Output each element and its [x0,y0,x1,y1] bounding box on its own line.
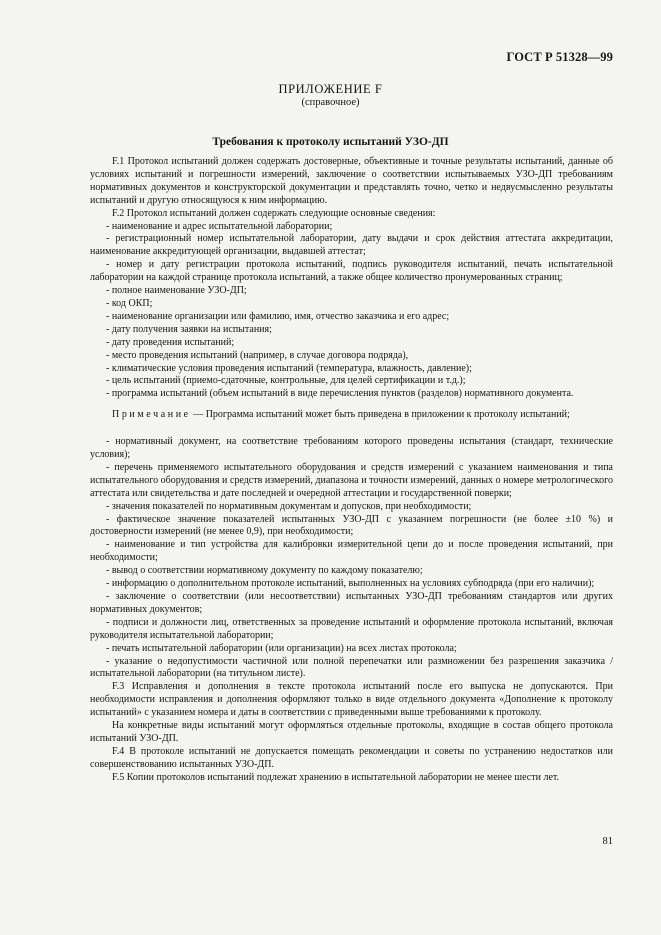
list-item: - наименование организации или фамилию, имя, отчество заказчика и его адрес; [106,310,450,322]
list-item: - печать испытательной лаборатории (или организации) на всех листах протокола; [106,642,457,654]
list-item: - значения показателей по нормативным документам и допусков, при необходимости; [106,500,472,512]
document-body [90,156,613,785]
paragraph-f4: F.4 В протоколе испытаний не допускается помещать рекомендации и советы по устранению недостатков или совершенствованию испытанных УЗО-ДП. [90,745,613,770]
paragraph: На конкретные виды испытаний могут оформляться отдельные протоколы, входящие в состав общего протокола испытаний УЗО-ДП. [90,720,613,744]
standard-header: ГОСТ Р 51328—99 [506,50,613,64]
page-number: 81 [602,836,613,847]
note-text: — Программа испытаний может быть приведена в приложении к протоколу испытаний; [190,409,570,421]
list-item: - номер и дату регистрации протокола испытаний, подпись руководителя испытаний, печать испытательной лаборатории на каждой странице протокола испытаний, а также общее количество пронумерованных страниц; [90,259,613,284]
list-item: - вывод о соответствии нормативному документу по каждому показателю; [106,565,423,577]
paragraph-f3: F.3 Исправления и дополнения в тексте протокола испытаний после его выпуска не допускаются. При необходимости исправления и дополнения оформляют только в виде отдельного документа «Дополнение к протоколу испытаний» с указанием номера и даты в соответствии с приведенными выше требованиями к протоколу. [90,681,613,719]
list-item: - код ОКП; [106,297,153,309]
note [90,409,613,422]
list-item: - заключение о соответствии (или несоответствии) испытанных УЗО-ДП требованиям стандартов или других нормативных документов; [90,591,613,615]
list-item: - место проведения испытаний (например, в случае договора подряда), [106,349,409,361]
list-item: - цель испытаний (приемо-сдаточные, контрольные, для целей сертификации и т.д.); [106,375,466,387]
list-item: - фактическое значение показателей испытанных УЗО-ДП с указанием погрешности (не более ±10 %) и достоверности измерений (не менее 0,9), при необходимости; [90,513,613,538]
list-item: - наименование и адрес испытательной лаборатории; [106,220,333,232]
list-item: - информацию о дополнительном протоколе испытаний, выполненных на условиях субподряда (при его наличии); [106,578,595,590]
list-item: - программа испытаний (объем испытаний в виде перечисления пунктов (разделов) нормативного документа. [106,388,574,400]
appendix-subtitle: (справочное) [301,97,360,108]
list-item: - наименование и тип устройства для калибровки измерительной цепи до и после проведения испытаний, при необходимости; [90,539,613,564]
list-item: - нормативный документ, на соответствие требованиям которого проведены испытания (стандарт, технические условия); [90,436,613,461]
list-item: - полное наименование УЗО-ДП; [106,285,247,297]
list-item: - дату проведения испытаний; [106,336,235,348]
list-item: - подписи и должности лиц, ответственных за проведение испытаний и оформление протокола испытаний, включая руководителя испытательной лаборатории; [90,616,613,641]
note-label: Примечание [112,409,191,421]
appendix-title: ПРИЛОЖЕНИЕ F [278,82,383,96]
list-item: - дату получения заявки на испытания; [106,323,272,335]
paragraph-f2: F.2 Протокол испытаний должен содержать следующие основные сведения: [112,207,436,219]
paragraph-f1: F.1 Протокол испытаний должен содержать достоверные, объективные и точные результаты испытаний, данные об условиях испытаний и погрешности измерений, заключение о соответствии испытываемых УЗО-ДП требованиям нормативных документов и конструкторской документации и представлять точно, четко и недвусмысленно результаты испытаний и другую относящуюся к ним информацию. [90,156,613,206]
list-item: - климатические условия проведения испытаний (температура, влажность, давление); [106,362,472,374]
list-item: - перечень применяемого испытательного оборудования и средств измерений с указанием наименования и типа испытательного оборудования и средств измерений, диапазона и точности измерений, данных о номере метрологического аттестата или свидетельства и дате последней и очередной аттестации и государственной поверки; [90,461,613,499]
section-title: Требования к протоколу испытаний УЗО-ДП [212,136,449,148]
list-item: - указание о недопустимости частичной или полной перепечатки или размножении без разрешения заказчика / испытательной лаборатории (на титульном листе). [90,655,613,680]
list-item: - регистрационный номер испытательной лаборатории, дату выдачи и срок действия аттестата аккредитации, наименование аккредитующей организации, выдавшей аттестат; [90,233,613,258]
paragraph-f5: F.5 Копии протоколов испытаний подлежат хранению в испытательной лаборатории не менее шести лет. [112,771,559,783]
